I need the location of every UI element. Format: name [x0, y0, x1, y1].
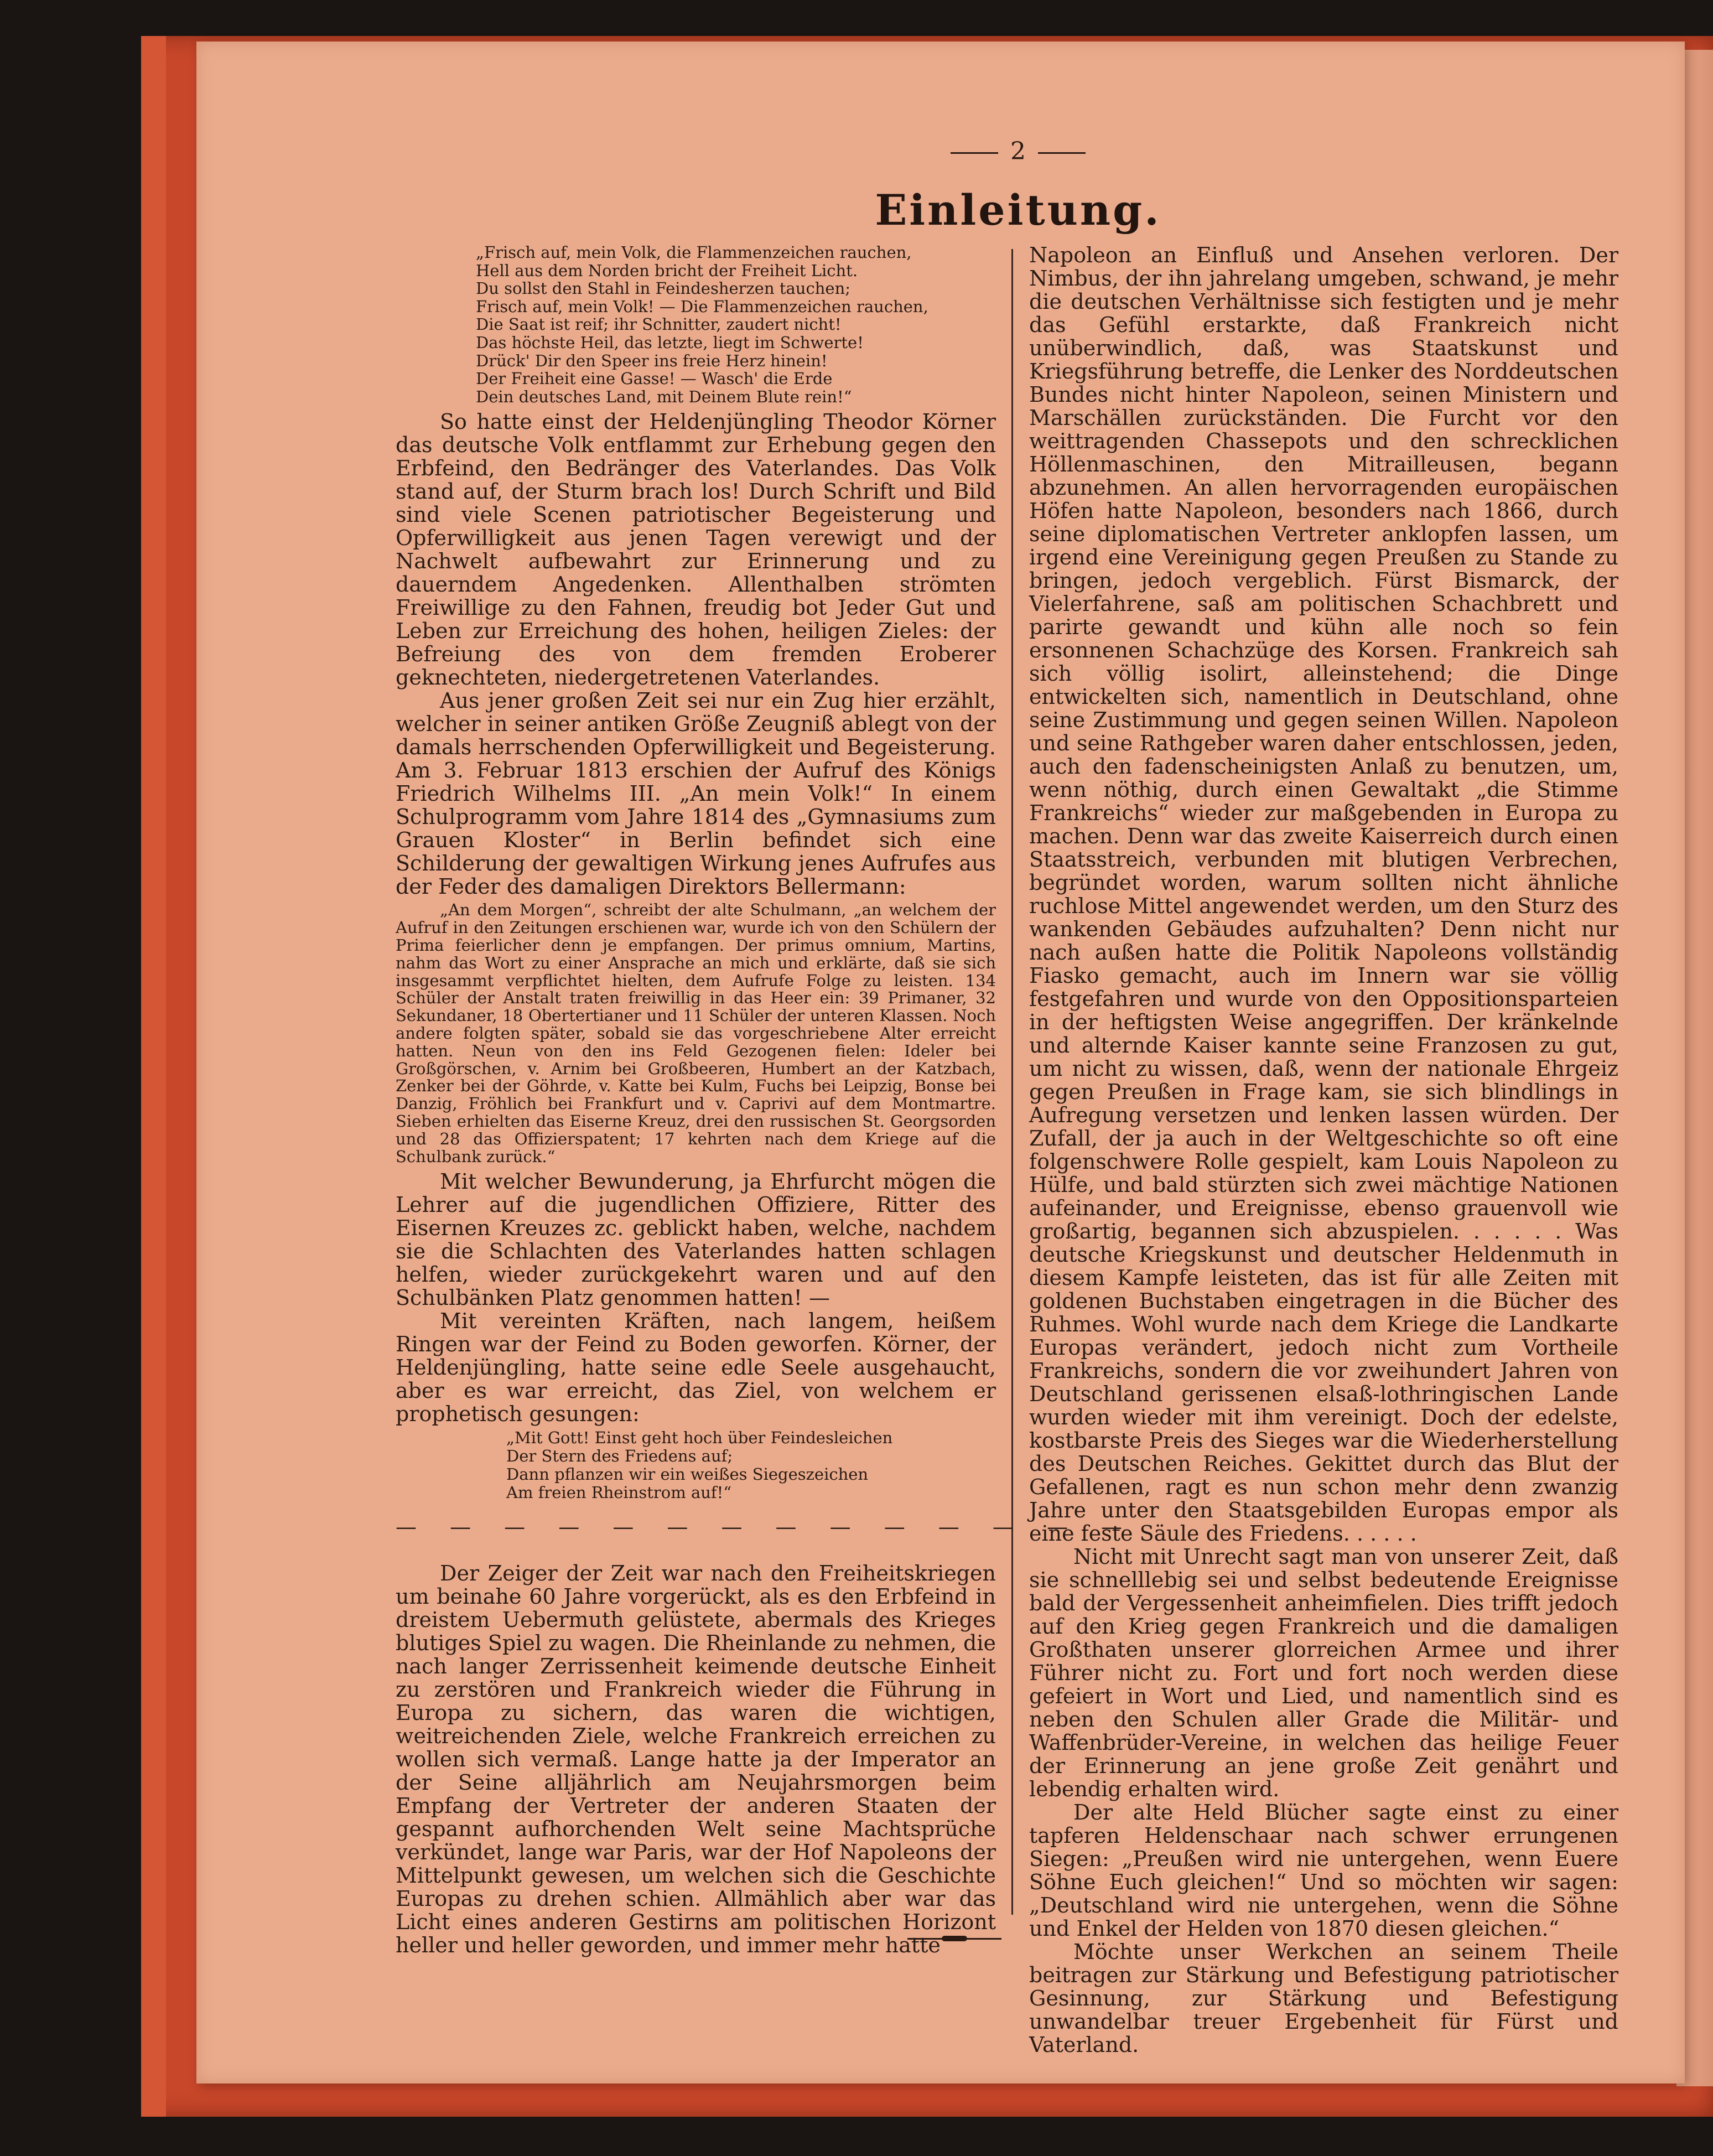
paragraph: Möchte unser Werkchen an seinem Theile beitragen zur Stärkung und Befestigung patriotischer Gesinnung, zur Stärkung und Befestigung unwandelbar treuer Ergebenheit für Fürst und Vaterland.: [1029, 1940, 1618, 2057]
page-number-dash-right: [1038, 152, 1086, 154]
right-column: [1029, 243, 1618, 2056]
poem-line: Am freien Rheinstrom auf!“: [506, 1483, 732, 1502]
paragraph: Napoleon an Einfluß und Ansehen verloren. Der Nimbus, der ihn jahrelang umgeben, schwand, je mehr die deutschen Verhältnisse sich festigten und je mehr das Gefühl erstarkte, daß Frankreich nicht unüberwindlich, daß, was Staatskunst und Kriegsführung betreffe, die Lenker des Norddeutschen Bundes nicht hinter Napoleon, seinen Ministern und Marschällen zurückständen. Die Furcht vor den weittragenden Chassepots und den schrecklichen Höllenmaschinen, den Mitrailleusen, begann abzunehmen. An allen hervorragenden europäischen Höfen hatte Napoleon, besonders nach 1866, durch seine diplomatischen Vertreter anklopfen lassen, um irgend eine Vereinigung gegen Preußen zu Stande zu bringen, jedoch vergeblich. Fürst Bismarck, der Vielerfahrene, saß am politischen Schachbrett und parirte gewandt und kühn alle noch so fein ersonnenen Schachzüge des Korsen. Frankreich sah sich völlig isolirt, alleinstehend; die Dinge entwickelten sich, namentlich in Deutschland, ohne seine Zustimmung und gegen seinen Willen. Napoleon und seine Rathgeber waren daher entschlossen, jeden, auch den fadenscheinigsten Anlaß zu benutzen, um, wenn nöthig, durch einen Gewaltakt „die Stimme Frankreichs“ wieder zur maßgebenden in Europa zu machen. Denn war das zweite Kaiserreich durch einen Staatsstreich, verbunden mit blutigen Verbrechen, begründet worden, warum sollten nicht ähnliche ruchlose Mittel angewendet werden, um den Sturz des wankenden Gebäudes aufzuhalten? Denn nicht nur nach außen hatte die Politik Napoleons vollständig Fiasko gemacht, auch im Innern war sie völlig festgefahren und wurde von den Oppositionsparteien in der heftigsten Weise angegriffen. Der kränkelnde und alternde Kaiser kannte seine Franzosen zu gut, um nicht zu wissen, daß, wenn der nationale Ehrgeiz gegen Preußen in Frage kam, sie sich blindlings in Aufregung versetzen und lenken lassen würden. Der Zufall, der ja auch in der Weltgeschichte so oft eine folgenschwere Rolle gespielt, kam Louis Napoleon zu Hülfe, und bald stürzten sich zwei mächtige Nationen aufeinander, und Ereignisse, ebenso grauenvoll wie großartig, begannen sich abzuspielen. . . . . . Was deutsche Kriegskunst und deutscher Heldenmuth in diesem Kampfe leisteten, das ist für alle Zeiten mit goldenen Buchstaben eingetragen in die Bücher des Ruhmes. Wohl wurde nach dem Kriege die Landkarte Europas verändert, jedoch nicht zum Vortheile Frankreichs, sondern die vor zweihundert Jahren von Deutschland gerissenen elsaß-lothringischen Lande wurden wieder mit ihm vereinigt. Doch der edelste, kostbarste Preis des Sieges war die Wiederherstellung des Deutschen Reiches. Gekittet durch das Blut der Gefallenen, ragt es nun schon mehr denn zwanzig Jahre unter den Staatsgebilden Europas empor als eine feste Säule des Friedens. . . . . .: [1029, 243, 1618, 1546]
poem-line: Dann pflanzen wir ein weißes Siegeszeichen: [506, 1465, 869, 1484]
section-separator: — — — — — — — — — — — — — —: [396, 1515, 1136, 1540]
opening-poem: [396, 243, 996, 406]
poem-line: Hell aus dem Norden bricht der Freiheit Licht.: [476, 261, 858, 280]
page-number: [918, 137, 1118, 165]
left-column: [396, 243, 1136, 1958]
cover-spine-edge: [141, 36, 166, 2117]
page-number-value: 2: [1010, 137, 1026, 165]
paragraph: Der alte Held Blücher sagte einst zu einer tapferen Heldenschaar nach schwer errungenen Siegen: „Preußen wird nie untergehen, wenn Euere Söhne Euch gleichen!“ Und so möchten wir sagen: „Deutschland wird nie untergehen, wenn die Söhne und Enkel der Helden von 1870 diesen gleichen.“: [1029, 1800, 1618, 1941]
poem-line: Frisch auf, mein Volk! — Die Flammenzeichen rauchen,: [476, 297, 928, 316]
paragraph: Der Zeiger der Zeit war nach den Freiheitskriegen um beinahe 60 Jahre vorgerückt, als es den Erbfeind in dreistem Uebermuth gelüstete, abermals des Krieges blutiges Spiel zu wagen. Die Rheinlande zu nehmen, die nach langer Zerrissenheit keimende deutsche Einheit zu zerstören und Frankreich wieder die Führung in Europa zu sichern, das waren die wichtigen, weitreichenden Ziele, welche Frankreich erreichen zu wollen sich vermaß. Lange hatte ja der Imperator an der Seine alljährlich am Neujahrsmorgen beim Empfang der Vertreter der anderen Staaten der gespannt aufhorchenden Welt seine Machtsprüche verkündet, lange war Paris, war der Hof Napoleons der Mittelpunkt gewesen, um welchen sich die Geschichte Europas zu drehen schien. Allmählich aber war das Licht eines anderen Gestirns am politischen Horizont heller und heller geworden, und immer mehr hatte: [396, 1561, 996, 1958]
poem-line: Dein deutsches Land, mit Deinem Blute rein!“: [476, 387, 852, 406]
closing-poem: [396, 1429, 996, 1502]
poem-line: Der Freiheit eine Gasse! — Wasch' die Erde: [476, 369, 833, 388]
poem-line: Du sollst den Stahl in Feindesherzen tauchen;: [476, 279, 851, 298]
end-ornament: [907, 1936, 1001, 1941]
page-title: Einleitung.: [875, 185, 1161, 235]
poem-line: Das höchste Heil, das letzte, liegt im Schwerte!: [476, 333, 864, 352]
poem-line: Die Saat ist reif; ihr Schnitter, zaudert nicht!: [476, 315, 842, 334]
paragraph: So hatte einst der Heldenjüngling Theodor Körner das deutsche Volk entflammt zur Erhebung gegen den Erbfeind, den Bedränger des Vaterlandes. Das Volk stand auf, der Sturm brach los! Durch Schrift und Bild sind viele Scenen patriotischer Begeisterung und Opferwilligkeit aus jenen Tagen verewigt und der Nachwelt aufbewahrt zur Erinnerung und zu dauerndem Angedenken. Allenthalben strömten Freiwillige zu den Fahnen, freudig bot Jeder Gut und Leben zur Erreichung des hohen, heiligen Zieles: der Befreiung des von dem fremden Eroberer geknechteten, niedergetretenen Vaterlandes.: [396, 410, 996, 690]
ornament-center: [942, 1936, 967, 1941]
poem-line: „Mit Gott! Einst geht hoch über Feindesleichen: [506, 1428, 893, 1448]
paragraph: Mit welcher Bewunderung, ja Ehrfurcht mögen die Lehrer auf die jugendlichen Offiziere, Ritter des Eisernen Kreuzes zc. geblickt haben, welche, nachdem sie die Schlachten des Vaterlandes hatten schlagen helfen, wieder zurückgekehrt waren und auf den Schulbänken Platz genommen hatten! —: [396, 1169, 996, 1310]
block-quote: „An dem Morgen“, schreibt der alte Schulmann, „an welchem der Aufruf in den Zeitungen erschienen war, wurde ich von den Schülern der Prima feierlicher denn je empfangen. Der primus omnium, Martins, nahm das Wort zu einer Ansprache an mich und erklärte, daß sie sich insgesammt verpflichtet hielten, dem Aufrufe Folge zu leisten. 134 Schüler der Anstalt traten freiwillig in das Heer ein: 39 Primaner, 32 Sekundaner, 18 Obertertianer und 11 Schüler der unteren Klassen. Noch andere folgten später, sobald sie das vorgeschriebene Alter erreicht hatten. Neun von den ins Feld Gezogenen fielen: Ideler bei Großgörschen, v. Arnim bei Großbeeren, Humbert an der Katzbach, Zenker bei der Göhrde, v. Katte bei Kulm, Fuchs bei Leipzig, Bonse bei Danzig, Fröhlich bei Frankfurt und v. Caprivi auf dem Montmartre. Sieben erhielten das Eiserne Kreuz, drei den russischen St. Georgsorden und 28 das Offizierspatent; 17 kehrten nach dem Kriege auf die Schulbank zurück.“: [396, 900, 996, 1166]
paragraph: Aus jener großen Zeit sei nur ein Zug hier erzählt, welcher in seiner antiken Größe Zeugniß ablegt von der damals herrschenden Opferwilligkeit und Begeisterung. Am 3. Februar 1813 erschien der Aufruf des Königs Friedrich Wilhelms III. „An mein Volk!“ In einem Schulprogramm vom Jahre 1814 des „Gymnasiums zum Grauen Kloster“ in Berlin befindet sich eine Schilderung der gewaltigen Wirkung jenes Aufrufes aus der Feder des damaligen Direktors Bellermann:: [396, 688, 996, 899]
poem-line: „Frisch auf, mein Volk, die Flammenzeichen rauchen,: [476, 243, 912, 262]
paragraph: Nicht mit Unrecht sagt man von unserer Zeit, daß sie schnelllebig sei und selbst bedeutende Ereignisse bald der Vergessenheit anheimfielen. Dies trifft jedoch auf den Krieg gegen Frankreich und die damaligen Großthaten unserer glorreichen Armee und ihrer Führer nicht zu. Fort und fort noch werden diese gefeiert in Wort und Lied, und namentlich sind es neben den Schulen aller Grade die Militär- und Waffenbrüder-Vereine, in welchen das heilige Feuer der Erinnerung an jene große Zeit genährt und lebendig erhalten wird.: [1029, 1545, 1618, 1801]
paragraph: Mit vereinten Kräften, nach langem, heißem Ringen war der Feind zu Boden geworfen. Körner, der Heldenjüngling, hatte seine edle Seele ausgehaucht, aber es war erreicht, das Ziel, von welchem er prophetisch gesungen:: [396, 1309, 996, 1427]
poem-line: Der Stern des Friedens auf;: [506, 1447, 733, 1466]
page-number-dash-left: [951, 152, 998, 154]
column-divider: [1011, 249, 1013, 1915]
poem-line: Drück' Dir den Speer ins freie Herz hinein!: [476, 351, 828, 370]
